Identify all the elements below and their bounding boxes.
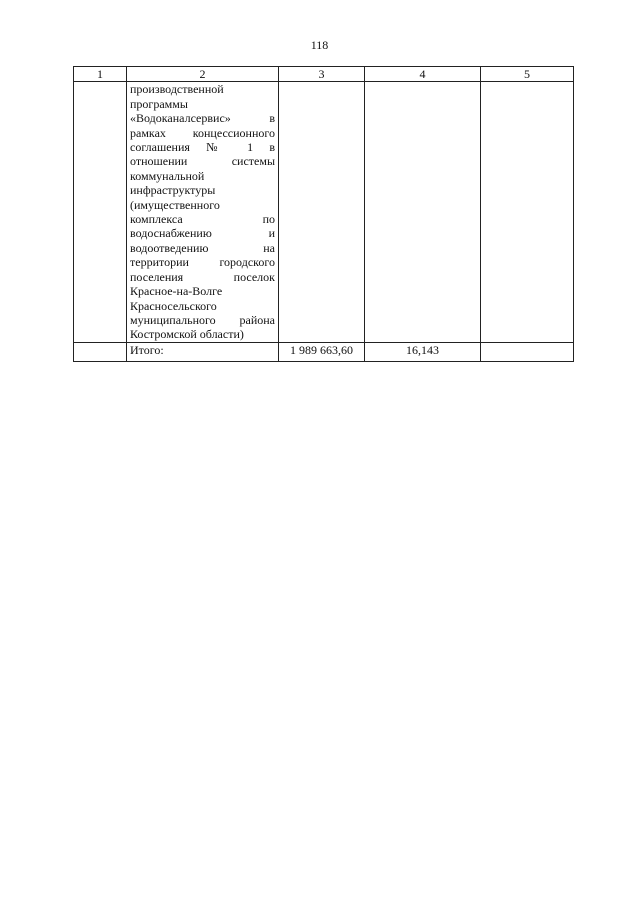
description-line: производственной — [130, 82, 224, 97]
description-line: территории городского — [130, 255, 275, 270]
column-header-1: 1 — [74, 67, 127, 82]
description-line: Красное-на-Волге — [130, 284, 223, 299]
description-line: программы — [130, 96, 188, 111]
row1-col4-cell — [365, 82, 481, 342]
total-value-cell: 16,143 — [365, 342, 481, 361]
description-line: «Водоканалсервис» в — [130, 111, 275, 126]
data-table — [73, 66, 574, 362]
description-line: Красносельского — [130, 298, 217, 313]
description-line: водоснабжению и — [130, 226, 275, 241]
description-line: комплекса по — [130, 212, 275, 227]
description-line: отношении системы — [130, 154, 275, 169]
description-line: коммунальной — [130, 168, 205, 183]
description-line: поселения поселок — [130, 269, 275, 284]
total-row — [74, 342, 574, 361]
column-header-4: 4 — [365, 67, 481, 82]
table-row — [74, 82, 574, 342]
row1-col5-cell — [481, 82, 574, 342]
total-label-cell: Итого: — [127, 342, 279, 361]
total-amount-cell: 1 989 663,60 — [279, 342, 365, 361]
description-line: рамках концессионного — [130, 125, 275, 140]
total-col1-cell — [74, 342, 127, 361]
description-line: соглашения № 1 в — [130, 140, 275, 155]
description-text — [130, 82, 275, 341]
total-col5-cell — [481, 342, 574, 361]
table-header-row — [74, 67, 574, 82]
column-header-2: 2 — [127, 67, 279, 82]
description-line: (имущественного — [130, 197, 220, 212]
column-header-5: 5 — [481, 67, 574, 82]
description-line: муниципального района — [130, 312, 275, 327]
row1-col1-cell — [74, 82, 127, 342]
row1-description-cell — [127, 82, 279, 342]
description-line: водоотведению на — [130, 240, 275, 255]
description-line: Костромской области) — [130, 327, 244, 342]
row1-col3-cell — [279, 82, 365, 342]
page-number: 118 — [310, 38, 329, 52]
column-header-3: 3 — [279, 67, 365, 82]
description-line: инфраструктуры — [130, 183, 216, 198]
